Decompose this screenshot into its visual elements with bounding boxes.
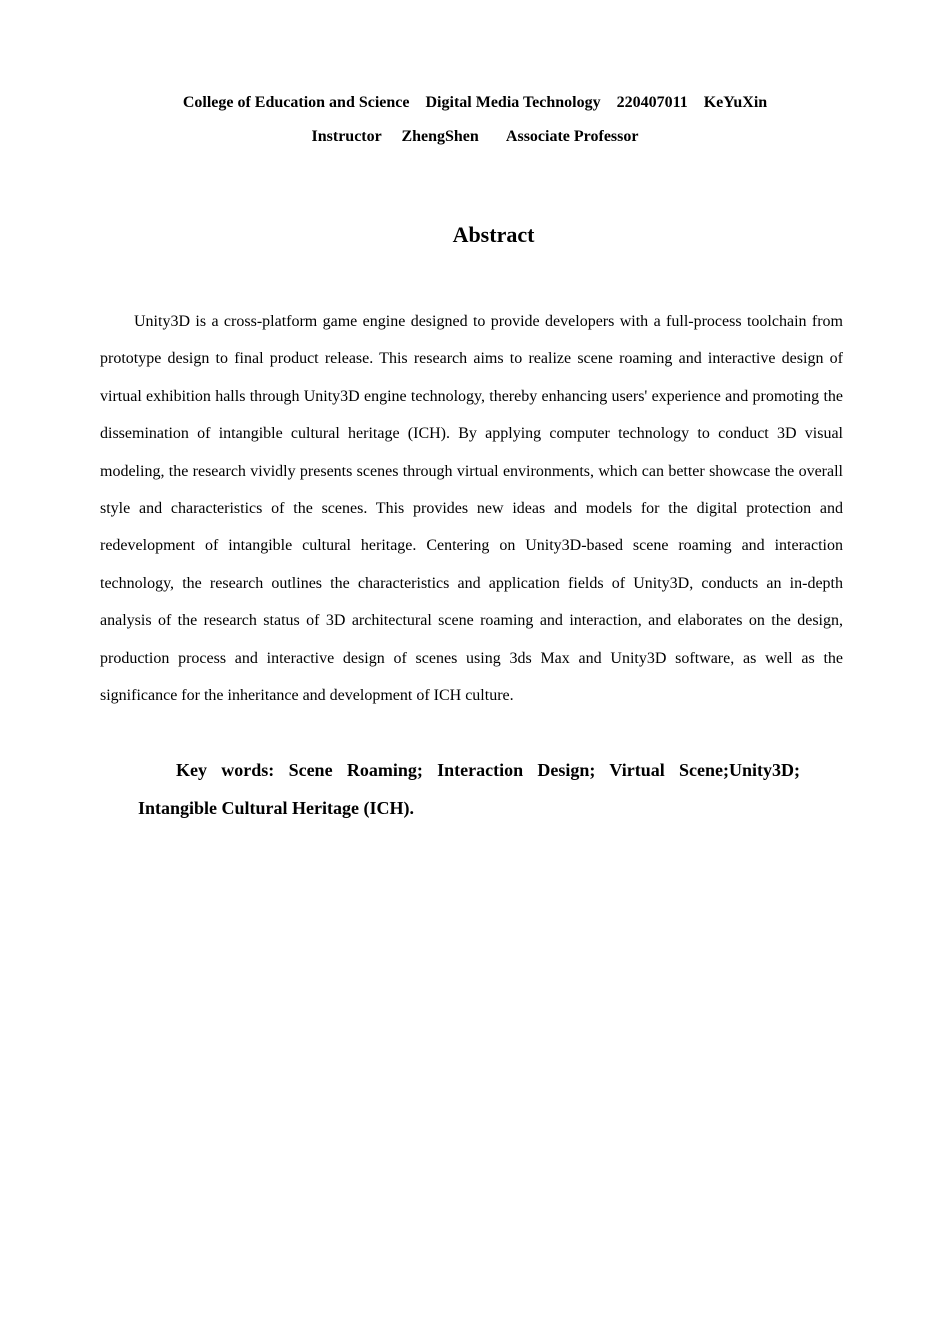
abstract-paragraph: Unity3D is a cross-platform game engine designed to provide developers with a full-process toolchain from prototype design to final product release. This research aims to realize scene roaming and interactive design of virtual exhibition halls through Unity3D engine technology, thereby enhancing users' experience and promoting the dissemination of intangible cultural heritage (ICH). By applying computer technology to conduct 3D visual modeling, the research vividly presents scenes through virtual environments, which can better showcase the overall style and characteristics of the scenes. This provides new ideas and models for the digital protection and redevelopment of intangible cultural heritage. Centering on Unity3D-based scene roaming and interaction technology, the research outlines the characteristics and application fields of Unity3D, conducts an in-depth analysis of the research status of 3D architectural scene roaming and interaction, and elaborates on the design, production process and interactive design of scenes using 3ds Max and Unity3D software, as well as the significance for the inheritance and development of ICH culture.	[100, 313, 843, 705]
instructor-info-line: Instructor ZhengShen Associate Professor	[311, 128, 639, 145]
author-info-line: College of Education and Science Digital Media Technology 220407011 KeYuXin	[182, 94, 768, 111]
abstract-heading: Abstract	[452, 222, 535, 247]
keywords-paragraph: Key words: Scene Roaming; Interaction Design; Virtual Scene;Unity3D; Intangible Cultural Heritage (ICH).	[138, 760, 800, 818]
